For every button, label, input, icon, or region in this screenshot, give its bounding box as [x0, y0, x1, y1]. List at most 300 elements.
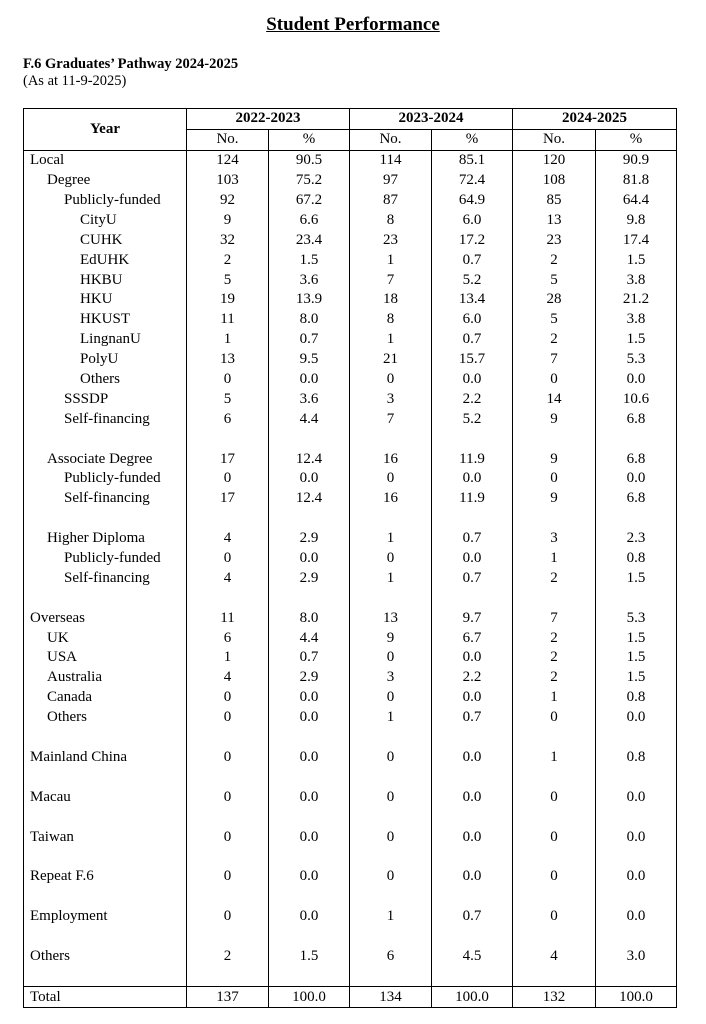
row-label: Degree [24, 171, 187, 191]
row-label: HKUST [24, 310, 187, 330]
count-cell: 0 [513, 708, 596, 728]
percent-cell: 64.4 [596, 191, 677, 211]
count-cell: 2 [187, 250, 269, 270]
empty-cell [350, 728, 432, 748]
empty-cell [269, 429, 350, 449]
count-cell: 9 [513, 449, 596, 469]
count-cell: 0 [350, 469, 432, 489]
row-label: Others [24, 708, 187, 728]
percent-cell: 5.2 [432, 409, 513, 429]
empty-cell [432, 927, 513, 947]
row-label: Canada [24, 688, 187, 708]
count-cell: 3 [513, 529, 596, 549]
empty-cell [596, 588, 677, 608]
count-cell: 4 [187, 568, 269, 588]
empty-cell [187, 767, 269, 787]
row-label: Self-financing [24, 409, 187, 429]
percent-cell: 90.5 [269, 150, 350, 170]
percent-cell: 0.0 [596, 708, 677, 728]
percent-cell: 0.0 [269, 370, 350, 390]
count-cell: 11 [187, 310, 269, 330]
spacer-row [24, 847, 677, 867]
count-cell: 8 [350, 310, 432, 330]
empty-cell [269, 847, 350, 867]
percent-cell: 2.9 [269, 568, 350, 588]
percent-cell: 1.5 [596, 628, 677, 648]
count-cell: 11 [187, 608, 269, 628]
count-cell: 2 [513, 250, 596, 270]
percent-cell: 9.8 [596, 210, 677, 230]
row-label: PolyU [24, 350, 187, 370]
count-cell: 1 [513, 688, 596, 708]
count-cell: 14 [513, 389, 596, 409]
count-cell: 0 [350, 549, 432, 569]
count-cell: 2 [513, 668, 596, 688]
percent-cell: 0.7 [269, 648, 350, 668]
percent-cell: 4.4 [269, 628, 350, 648]
percent-cell: 3.6 [269, 270, 350, 290]
spacer-row [24, 807, 677, 827]
spacer-row [24, 927, 677, 947]
row-label: Others [24, 370, 187, 390]
count-cell: 85 [513, 191, 596, 211]
count-cell: 21 [350, 350, 432, 370]
empty-cell [350, 767, 432, 787]
empty-cell [513, 509, 596, 529]
row-label: Overseas [24, 608, 187, 628]
count-cell: 97 [350, 171, 432, 191]
percent-cell: 0.8 [596, 688, 677, 708]
count-cell: 0 [513, 787, 596, 807]
percent-header: % [596, 129, 677, 150]
table-row [24, 708, 677, 728]
count-cell: 0 [350, 688, 432, 708]
percent-cell: 0.0 [432, 469, 513, 489]
year-header: 2023-2024 [350, 109, 513, 130]
empty-cell [432, 847, 513, 867]
empty-cell [24, 887, 187, 907]
percent-header: % [269, 129, 350, 150]
table-row [24, 150, 677, 170]
percent-cell: 0.0 [432, 549, 513, 569]
count-cell: 1 [350, 529, 432, 549]
empty-cell [269, 728, 350, 748]
row-label: SSSDP [24, 389, 187, 409]
percent-header: % [432, 129, 513, 150]
table-row [24, 250, 677, 270]
percent-cell: 0.0 [269, 688, 350, 708]
empty-cell [350, 887, 432, 907]
percent-cell: 6.8 [596, 489, 677, 509]
count-cell: 132 [513, 987, 596, 1008]
percent-cell: 85.1 [432, 150, 513, 170]
percent-cell: 5.2 [432, 270, 513, 290]
row-label: Publicly-funded [24, 469, 187, 489]
percent-cell: 2.2 [432, 668, 513, 688]
percent-cell: 11.9 [432, 449, 513, 469]
empty-cell [596, 927, 677, 947]
empty-cell [187, 887, 269, 907]
percent-cell: 0.8 [596, 748, 677, 768]
table-row [24, 409, 677, 429]
percent-cell: 6.8 [596, 449, 677, 469]
percent-cell: 0.0 [596, 907, 677, 927]
empty-cell [187, 728, 269, 748]
table-row [24, 549, 677, 569]
count-cell: 137 [187, 987, 269, 1008]
percent-cell: 0.0 [596, 787, 677, 807]
table-row [24, 350, 677, 370]
count-cell: 9 [513, 489, 596, 509]
percent-cell: 100.0 [432, 987, 513, 1008]
row-label: USA [24, 648, 187, 668]
percent-cell: 0.7 [269, 330, 350, 350]
row-label: CUHK [24, 230, 187, 250]
count-cell: 0 [187, 787, 269, 807]
table-row [24, 787, 677, 807]
percent-cell: 21.2 [596, 290, 677, 310]
count-cell: 1 [187, 648, 269, 668]
percent-cell: 0.0 [269, 748, 350, 768]
percent-cell: 0.0 [596, 827, 677, 847]
count-cell: 114 [350, 150, 432, 170]
empty-cell [269, 509, 350, 529]
empty-cell [432, 767, 513, 787]
percent-cell: 0.0 [269, 708, 350, 728]
percent-cell: 0.7 [432, 708, 513, 728]
percent-cell: 0.7 [432, 568, 513, 588]
percent-cell: 13.9 [269, 290, 350, 310]
count-cell: 2 [513, 628, 596, 648]
percent-cell: 11.9 [432, 489, 513, 509]
empty-cell [187, 588, 269, 608]
percent-cell: 0.0 [269, 867, 350, 887]
year-column-header: Year [24, 109, 187, 151]
count-cell: 32 [187, 230, 269, 250]
percent-cell: 12.4 [269, 449, 350, 469]
number-header: No. [350, 129, 432, 150]
percent-cell: 6.7 [432, 628, 513, 648]
table-row [24, 648, 677, 668]
table-row [24, 469, 677, 489]
percent-cell: 0.0 [432, 867, 513, 887]
empty-cell [187, 927, 269, 947]
percent-cell: 4.4 [269, 409, 350, 429]
count-cell: 5 [513, 310, 596, 330]
empty-cell [513, 429, 596, 449]
count-cell: 103 [187, 171, 269, 191]
count-cell: 13 [513, 210, 596, 230]
percent-cell: 1.5 [596, 330, 677, 350]
count-cell: 92 [187, 191, 269, 211]
percent-cell: 3.8 [596, 310, 677, 330]
count-cell: 0 [350, 867, 432, 887]
empty-cell [24, 807, 187, 827]
row-label: LingnanU [24, 330, 187, 350]
empty-cell [596, 767, 677, 787]
empty-cell [596, 887, 677, 907]
empty-cell [432, 966, 513, 986]
count-cell: 17 [187, 449, 269, 469]
empty-cell [596, 807, 677, 827]
row-label: UK [24, 628, 187, 648]
count-cell: 6 [187, 409, 269, 429]
empty-cell [269, 588, 350, 608]
count-cell: 9 [187, 210, 269, 230]
empty-cell [187, 807, 269, 827]
row-label: HKU [24, 290, 187, 310]
row-label: CityU [24, 210, 187, 230]
empty-cell [24, 966, 187, 986]
count-cell: 9 [350, 628, 432, 648]
percent-cell: 8.0 [269, 310, 350, 330]
spacer-row [24, 588, 677, 608]
count-cell: 18 [350, 290, 432, 310]
percent-cell: 2.9 [269, 668, 350, 688]
empty-cell [432, 807, 513, 827]
row-label: EdUHK [24, 250, 187, 270]
percent-cell: 17.4 [596, 230, 677, 250]
count-cell: 4 [187, 529, 269, 549]
empty-cell [350, 429, 432, 449]
table-row [24, 270, 677, 290]
percent-cell: 0.0 [432, 648, 513, 668]
row-label: HKBU [24, 270, 187, 290]
table-row [24, 230, 677, 250]
percent-cell: 1.5 [269, 250, 350, 270]
count-cell: 28 [513, 290, 596, 310]
count-cell: 5 [187, 270, 269, 290]
empty-cell [24, 509, 187, 529]
empty-cell [269, 767, 350, 787]
count-cell: 0 [350, 787, 432, 807]
count-cell: 0 [350, 827, 432, 847]
percent-cell: 1.5 [269, 946, 350, 966]
percent-cell: 23.4 [269, 230, 350, 250]
count-cell: 1 [513, 549, 596, 569]
percent-cell: 10.6 [596, 389, 677, 409]
row-label: Macau [24, 787, 187, 807]
percent-cell: 0.7 [432, 529, 513, 549]
row-label: Publicly-funded [24, 191, 187, 211]
empty-cell [596, 429, 677, 449]
count-cell: 17 [187, 489, 269, 509]
table-row [24, 668, 677, 688]
count-cell: 0 [513, 867, 596, 887]
empty-cell [269, 807, 350, 827]
table-row [24, 748, 677, 768]
empty-cell [24, 429, 187, 449]
empty-cell [432, 887, 513, 907]
count-cell: 134 [350, 987, 432, 1008]
table-row [24, 568, 677, 588]
percent-cell: 3.0 [596, 946, 677, 966]
count-cell: 0 [513, 907, 596, 927]
count-cell: 1 [350, 330, 432, 350]
count-cell: 0 [513, 827, 596, 847]
percent-cell: 81.8 [596, 171, 677, 191]
number-header: No. [513, 129, 596, 150]
empty-cell [269, 927, 350, 947]
table-row [24, 210, 677, 230]
percent-cell: 0.0 [596, 867, 677, 887]
table-row [24, 191, 677, 211]
total-row [24, 987, 677, 1008]
percent-cell: 6.0 [432, 310, 513, 330]
count-cell: 8 [350, 210, 432, 230]
percent-cell: 75.2 [269, 171, 350, 191]
count-cell: 7 [350, 409, 432, 429]
percent-cell: 0.7 [432, 907, 513, 927]
count-cell: 1 [350, 907, 432, 927]
spacer-row [24, 429, 677, 449]
empty-cell [24, 588, 187, 608]
percent-cell: 0.7 [432, 250, 513, 270]
count-cell: 2 [513, 568, 596, 588]
empty-cell [432, 509, 513, 529]
empty-cell [350, 966, 432, 986]
count-cell: 1 [350, 250, 432, 270]
row-label: Australia [24, 668, 187, 688]
table-row [24, 628, 677, 648]
empty-cell [350, 847, 432, 867]
empty-cell [432, 429, 513, 449]
empty-cell [596, 847, 677, 867]
empty-cell [24, 847, 187, 867]
table-row [24, 946, 677, 966]
percent-cell: 1.5 [596, 668, 677, 688]
empty-cell [350, 807, 432, 827]
percent-cell: 6.8 [596, 409, 677, 429]
row-label: Mainland China [24, 748, 187, 768]
percent-cell: 90.9 [596, 150, 677, 170]
percent-cell: 1.5 [596, 568, 677, 588]
pathway-table [23, 108, 677, 1008]
row-label: Repeat F.6 [24, 867, 187, 887]
count-cell: 0 [350, 370, 432, 390]
table-row [24, 608, 677, 628]
count-cell: 0 [187, 549, 269, 569]
count-cell: 7 [513, 350, 596, 370]
empty-cell [513, 767, 596, 787]
empty-cell [350, 509, 432, 529]
row-label: Self-financing [24, 489, 187, 509]
empty-cell [513, 927, 596, 947]
percent-cell: 2.9 [269, 529, 350, 549]
percent-cell: 4.5 [432, 946, 513, 966]
percent-cell: 1.5 [596, 648, 677, 668]
row-label: Higher Diploma [24, 529, 187, 549]
count-cell: 6 [350, 946, 432, 966]
table-row [24, 688, 677, 708]
empty-cell [187, 429, 269, 449]
percent-cell: 0.0 [269, 907, 350, 927]
year-header: 2024-2025 [513, 109, 677, 130]
percent-cell: 0.0 [269, 549, 350, 569]
count-cell: 3 [350, 389, 432, 409]
count-cell: 7 [513, 608, 596, 628]
percent-cell: 12.4 [269, 489, 350, 509]
section-subtitle: (As at 11-9-2025) [23, 73, 127, 89]
table-row [24, 489, 677, 509]
percent-cell: 64.9 [432, 191, 513, 211]
empty-cell [350, 588, 432, 608]
spacer-row [24, 966, 677, 986]
empty-cell [513, 728, 596, 748]
section-title: F.6 Graduates’ Pathway 2024-2025 [23, 56, 239, 72]
empty-cell [513, 887, 596, 907]
count-cell: 1 [350, 568, 432, 588]
row-label: Local [24, 150, 187, 170]
count-cell: 120 [513, 150, 596, 170]
count-cell: 13 [187, 350, 269, 370]
empty-cell [513, 966, 596, 986]
count-cell: 5 [187, 389, 269, 409]
count-cell: 6 [187, 628, 269, 648]
number-header: No. [187, 129, 269, 150]
empty-cell [24, 728, 187, 748]
percent-cell: 0.0 [269, 827, 350, 847]
count-cell: 7 [350, 270, 432, 290]
percent-cell: 9.5 [269, 350, 350, 370]
table-row [24, 171, 677, 191]
percent-cell: 17.2 [432, 230, 513, 250]
table-row [24, 290, 677, 310]
percent-cell: 1.5 [596, 250, 677, 270]
percent-cell: 5.3 [596, 608, 677, 628]
table-row [24, 827, 677, 847]
count-cell: 124 [187, 150, 269, 170]
percent-cell: 2.2 [432, 389, 513, 409]
empty-cell [596, 509, 677, 529]
percent-cell: 6.0 [432, 210, 513, 230]
count-cell: 0 [187, 370, 269, 390]
percent-cell: 72.4 [432, 171, 513, 191]
count-cell: 1 [187, 330, 269, 350]
count-cell: 19 [187, 290, 269, 310]
row-label: Taiwan [24, 827, 187, 847]
percent-cell: 13.4 [432, 290, 513, 310]
empty-cell [596, 728, 677, 748]
empty-cell [513, 807, 596, 827]
percent-cell: 5.3 [596, 350, 677, 370]
percent-cell: 2.3 [596, 529, 677, 549]
table-row [24, 449, 677, 469]
row-label: Self-financing [24, 568, 187, 588]
percent-cell: 0.8 [596, 549, 677, 569]
page-title: Student Performance [266, 14, 440, 35]
percent-cell: 3.6 [269, 389, 350, 409]
count-cell: 1 [513, 748, 596, 768]
percent-cell: 15.7 [432, 350, 513, 370]
table-row [24, 529, 677, 549]
percent-cell: 0.0 [432, 748, 513, 768]
count-cell: 0 [513, 469, 596, 489]
percent-cell: 0.0 [269, 787, 350, 807]
empty-cell [269, 966, 350, 986]
count-cell: 0 [350, 748, 432, 768]
spacer-row [24, 728, 677, 748]
percent-cell: 0.0 [432, 827, 513, 847]
table-row [24, 389, 677, 409]
table-row [24, 867, 677, 887]
percent-cell: 0.7 [432, 330, 513, 350]
empty-cell [432, 728, 513, 748]
percent-cell: 0.0 [432, 370, 513, 390]
row-label: Employment [24, 907, 187, 927]
empty-cell [24, 767, 187, 787]
count-cell: 108 [513, 171, 596, 191]
